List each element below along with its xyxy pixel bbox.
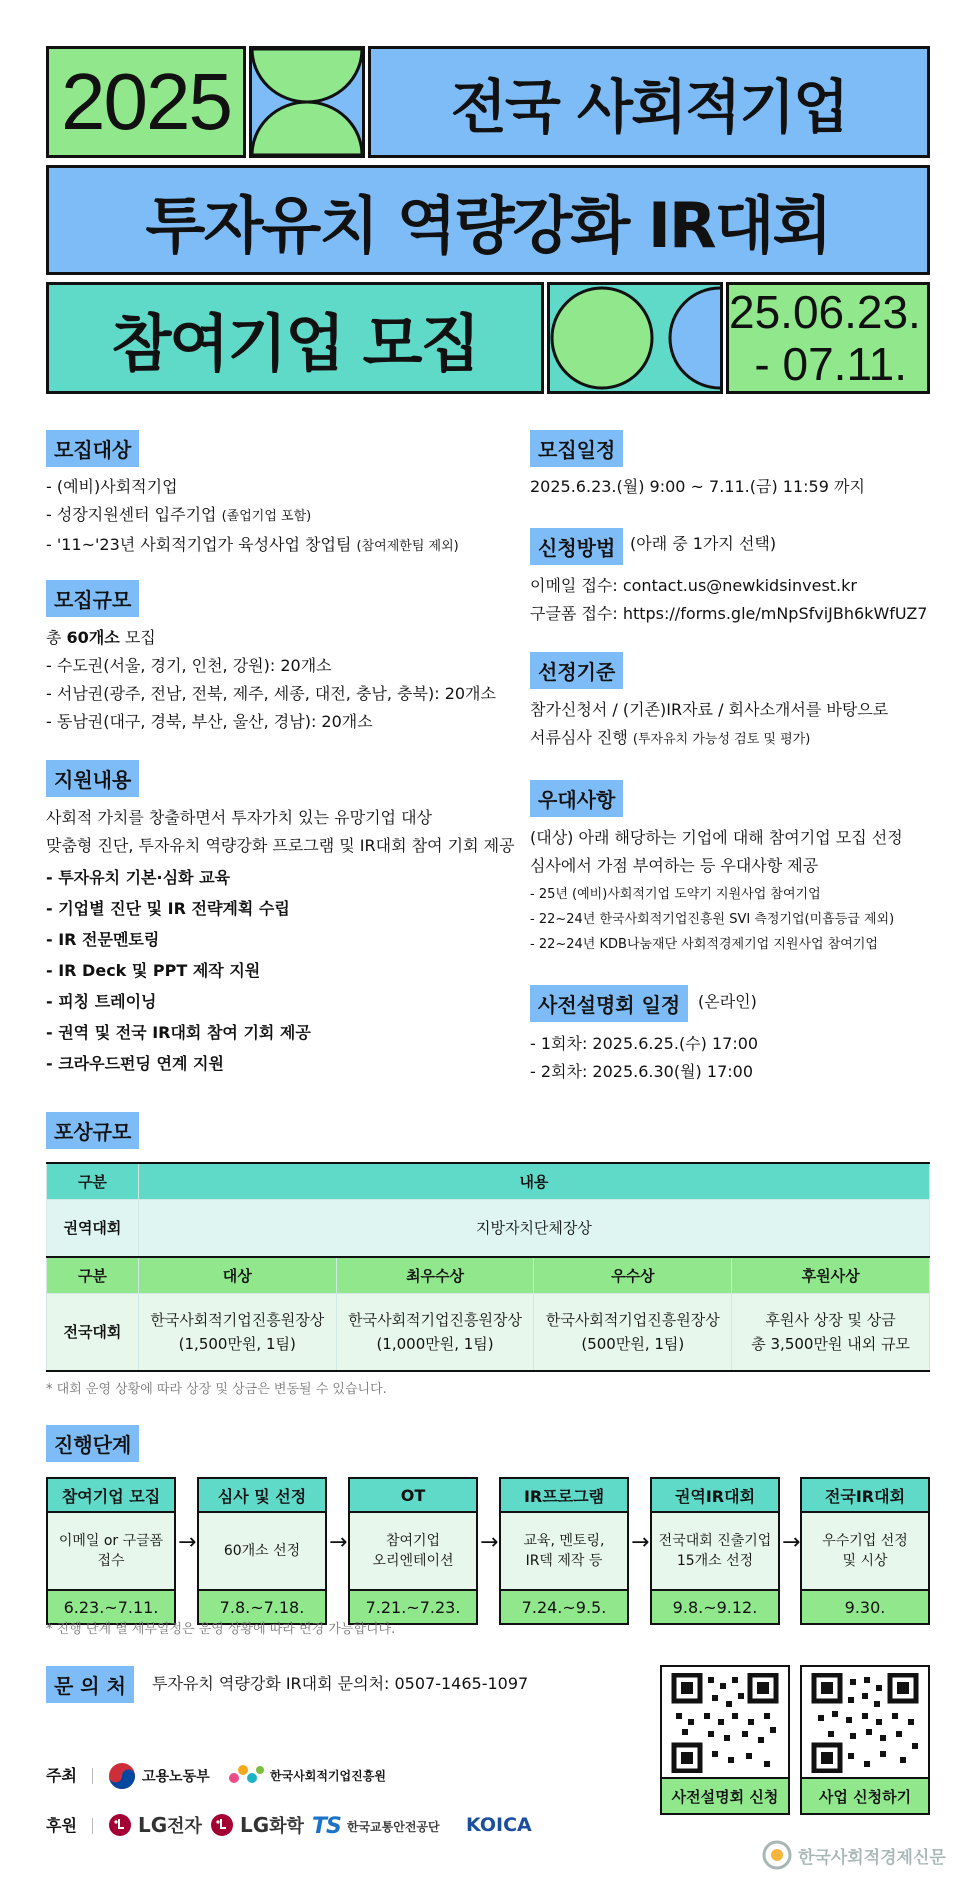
- criteria-heading: 선정기준: [530, 652, 623, 689]
- step-desc: 60개소 선정: [199, 1513, 325, 1589]
- step-title: 권역IR대회: [652, 1477, 778, 1513]
- list-item: - 수도권(서울, 경기, 인천, 강원): 20개소: [46, 656, 332, 675]
- list-item: - 25년 (예비)사회적기업 도약기 지원사업 참여기업: [530, 887, 821, 902]
- date-line1: 25.06.23.: [729, 286, 921, 338]
- lg-chem-logo: LG화학: [210, 1812, 304, 1838]
- step-desc: 이메일 or 구글폼 접수: [48, 1513, 174, 1589]
- step-date: 7.8.~7.18.: [199, 1589, 325, 1625]
- step-desc: 우수기업 선정 및 시상: [802, 1513, 928, 1589]
- list-item: - IR 전문멘토링: [46, 930, 160, 949]
- recruit-total: 총 60개소 모집: [46, 628, 156, 647]
- nat-header-3: 우수상: [534, 1257, 732, 1293]
- apply-heading: 신청방법: [530, 528, 623, 565]
- qr-code-icon: [668, 1673, 782, 1773]
- arrow-icon: →: [329, 1530, 348, 1555]
- contact-text: 투자유치 역량강화 IR대회 문의처: 0507-1465-1097: [152, 1674, 529, 1693]
- support-list: [46, 862, 311, 1079]
- arrow-icon: →: [480, 1530, 499, 1555]
- step-desc: 교육, 멘토링, IR덱 제작 등: [501, 1513, 627, 1589]
- title-line3-box: [46, 282, 544, 394]
- awards-col2-header: 내용: [138, 1163, 929, 1199]
- step-date: 9.8.~9.12.: [652, 1589, 778, 1625]
- title-line2-box: [46, 165, 930, 275]
- step-date: 7.21.~7.23.: [350, 1589, 476, 1625]
- watermark-logo-icon: [762, 1840, 792, 1870]
- list-item: - 1회차: 2025.6.25.(수) 17:00: [530, 1034, 759, 1053]
- nat-header-2: 최우수상: [336, 1257, 534, 1293]
- apply-list: [530, 572, 927, 628]
- support-desc: [46, 804, 515, 860]
- preference-heading: 우대사항: [530, 780, 623, 817]
- divider: [92, 1768, 93, 1784]
- circles-graphic: [547, 282, 723, 394]
- process-step: [499, 1477, 629, 1625]
- preference-list: [530, 882, 894, 957]
- support-desc2: 맞춤형 진단, 투자유치 역량강화 프로그램 및 IR대회 참여 기회 제공: [46, 836, 515, 855]
- recruit-scale-heading: 모집규모: [46, 580, 139, 617]
- list-item: - 투자유치 기본·심화 교육: [46, 868, 230, 887]
- list-item: - 서남권(광주, 전남, 전북, 제주, 세종, 대전, 충남, 충북): 20개소: [46, 684, 496, 703]
- qr-briefing[interactable]: [660, 1665, 790, 1815]
- step-desc: 참여기업 오리엔테이션: [350, 1513, 476, 1589]
- date-line2: - 07.11.: [754, 338, 907, 390]
- list-item: - 크라우드펀딩 연계 지원: [46, 1054, 224, 1073]
- nat-cell: 후원사 상장 및 상금 총 3,500만원 내외 규모: [732, 1293, 930, 1371]
- process-step: [348, 1477, 478, 1625]
- year-box: [46, 46, 246, 158]
- hourglass-graphic: [249, 46, 365, 158]
- title-line1: 전국 사회적기업: [450, 73, 848, 141]
- nat-cell: 한국사회적기업진흥원장상 (1,000만원, 1팀): [336, 1293, 534, 1371]
- nat-cell: 한국사회적기업진흥원장상 (1,500만원, 1팀): [138, 1293, 336, 1371]
- lg-electronics-logo: LG전자: [108, 1812, 202, 1838]
- step-title: 참여기업 모집: [48, 1477, 174, 1513]
- year-text: 2025: [61, 57, 231, 146]
- process-step: [46, 1477, 176, 1625]
- apply-note: (아래 중 1가지 선택): [630, 534, 777, 553]
- process-footnote: * 진행 단계 별 세부일정은 운영 상황에 따라 변경 가능합니다.: [46, 1622, 396, 1637]
- step-title: IR프로그램: [501, 1477, 627, 1513]
- process-step: [197, 1477, 327, 1625]
- criteria-line2: 서류심사 진행 (투자유치 가능성 검토 및 평가): [530, 728, 811, 747]
- qr-briefing-label: 사전설명회 신청: [662, 1777, 788, 1813]
- ministry-logo: 고용노동부: [108, 1762, 210, 1790]
- briefing-note: (온라인): [698, 992, 757, 1011]
- list-item: - 22~24년 KDB나눔재단 사회적경제기업 지원사업 참여기업: [530, 937, 878, 952]
- nat-header-4: 후원사상: [732, 1257, 930, 1293]
- nat-header-0: 구분: [47, 1257, 139, 1293]
- preference-text: [530, 824, 903, 880]
- qr-apply[interactable]: [800, 1665, 930, 1815]
- qr-apply-label: 사업 신청하기: [802, 1777, 928, 1813]
- process-step: [800, 1477, 930, 1625]
- taegeuk-icon: [108, 1762, 136, 1790]
- apply-form: 구글폼 접수: https://forms.gle/mNpSfviJBh6kWfUZ7: [530, 604, 928, 623]
- nat-header-1: 대상: [138, 1257, 336, 1293]
- step-title: 심사 및 선정: [199, 1477, 325, 1513]
- arrow-icon: →: [631, 1530, 650, 1555]
- qr-code-icon: [808, 1673, 922, 1773]
- regional-label: 권역대회: [47, 1199, 139, 1257]
- list-item: - '11~'23년 사회적기업가 육성사업 창업팀 (참여제한팀 제외): [46, 535, 459, 554]
- briefing-heading: 사전설명회 일정: [530, 985, 688, 1022]
- ts-mark: TS: [312, 1814, 341, 1839]
- nat-label: 전국대회: [47, 1293, 139, 1371]
- list-item: - 2회차: 2025.6.30(월) 17:00: [530, 1062, 753, 1081]
- awards-footnote: * 대회 운영 상황에 따라 상장 및 상금은 변동될 수 있습니다.: [46, 1382, 387, 1397]
- criteria-line1: 참가신청서 / (기존)IR자료 / 회사소개서를 바탕으로: [530, 700, 889, 719]
- lg-icon: [210, 1813, 234, 1837]
- list-item: - (예비)사회적기업: [46, 477, 178, 496]
- schedule-heading: 모집일정: [530, 430, 623, 467]
- support-desc1: 사회적 가치를 창출하면서 투자가치 있는 유망기업 대상: [46, 808, 433, 827]
- preference-line2: 심사에서 가점 부여하는 등 우대사항 제공: [530, 856, 819, 875]
- schedule-text: 2025.6.23.(월) 9:00 ~ 7.11.(금) 11:59 까지: [530, 477, 865, 496]
- awards-table: [46, 1162, 930, 1372]
- title-line2: 투자유치 역량강화 IR대회: [145, 188, 831, 262]
- nat-cell: 한국사회적기업진흥원장상 (500만원, 1팀): [534, 1293, 732, 1371]
- regional-value: 지방자치단체장상: [138, 1199, 929, 1257]
- recruit-target-list: [46, 473, 459, 561]
- sponsor-label: 후원: [46, 1816, 77, 1835]
- kosea-logo: 한국사회적기업진흥원: [228, 1762, 386, 1788]
- recruit-scale-list: [46, 624, 496, 736]
- step-desc: 전국대회 진출기업 15개소 선정: [652, 1513, 778, 1589]
- step-date: 9.30.: [802, 1589, 928, 1625]
- list-item: - 동남권(대구, 경북, 부산, 울산, 경남): 20개소: [46, 712, 373, 731]
- recruit-target-heading: 모집대상: [46, 430, 139, 467]
- list-item: - 권역 및 전국 IR대회 참여 기회 제공: [46, 1023, 311, 1042]
- koica-logo: KOICA: [466, 1814, 532, 1836]
- process-heading: 진행단계: [46, 1425, 139, 1462]
- host-label: 주최: [46, 1766, 77, 1785]
- arrow-icon: →: [782, 1530, 801, 1555]
- preference-line1: (대상) 아래 해당하는 기업에 대해 참여기업 모집 선정: [530, 828, 903, 847]
- list-item: - 기업별 진단 및 IR 전략계획 수립: [46, 899, 290, 918]
- criteria-text: [530, 696, 888, 754]
- support-heading: 지원내용: [46, 760, 139, 797]
- step-title: 전국IR대회: [802, 1477, 928, 1513]
- apply-email: 이메일 접수: contact.us@newkidsinvest.kr: [530, 576, 857, 595]
- awards-heading: 포상규모: [46, 1112, 139, 1149]
- awards-col1-header: 구분: [47, 1163, 139, 1199]
- kosea-icon: [228, 1762, 264, 1788]
- list-item: - 성장지원센터 입주기업 (졸업기업 포함): [46, 505, 312, 524]
- kotsa-logo: TS 한국교통안전공단: [312, 1814, 440, 1839]
- process-step: [650, 1477, 780, 1625]
- briefing-list: [530, 1030, 758, 1086]
- arrow-icon: →: [178, 1530, 197, 1555]
- list-item: - IR Deck 및 PPT 제작 지원: [46, 961, 261, 980]
- lg-icon: [108, 1813, 132, 1837]
- title-line1-box: [368, 46, 930, 158]
- step-date: 7.24.~9.5.: [501, 1589, 627, 1625]
- step-date: 6.23.~7.11.: [48, 1589, 174, 1625]
- list-item: - 피칭 트레이닝: [46, 992, 157, 1011]
- date-box: [726, 282, 930, 394]
- divider: [92, 1818, 93, 1834]
- list-item: - 22~24년 한국사회적기업진흥원 SVI 측정기업(미흡등급 제외): [530, 912, 895, 927]
- watermark: 한국사회적경제신문: [762, 1840, 946, 1870]
- contact-heading: 문 의 처: [46, 1666, 134, 1703]
- step-title: OT: [350, 1477, 476, 1513]
- title-line3: 참여기업 모집: [111, 306, 479, 380]
